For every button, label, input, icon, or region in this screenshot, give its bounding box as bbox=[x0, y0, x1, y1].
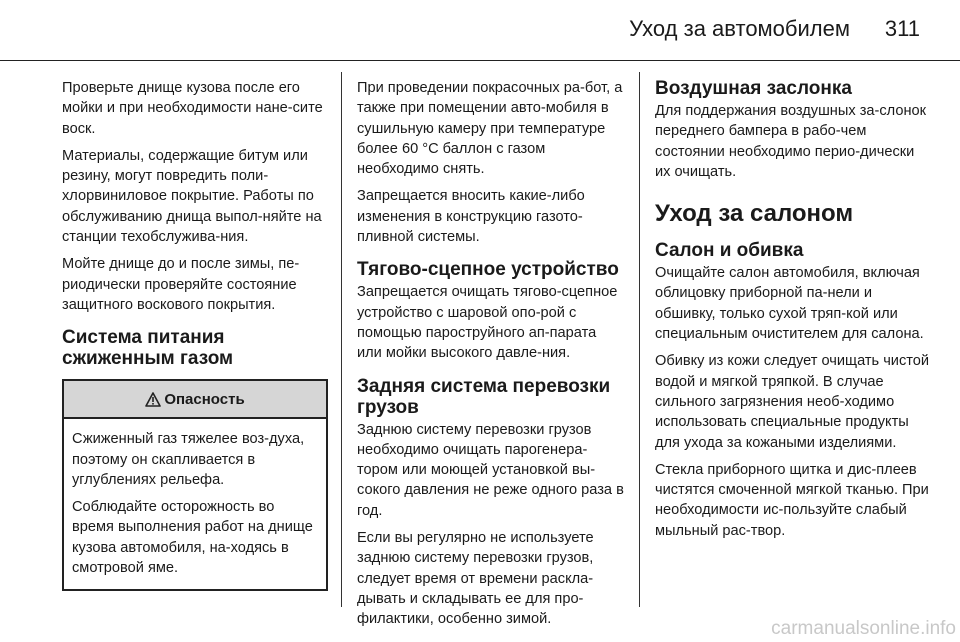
paragraph: Заднюю систему перевозки грузов необходимо очищать парогенера-тором или моющей установкой вы-сокого давления не реже одного раза в год. bbox=[357, 421, 624, 519]
column-divider bbox=[341, 72, 342, 607]
section-heading: Система питания сжиженным газом bbox=[62, 327, 234, 370]
column-1 bbox=[62, 78, 326, 591]
chapter-heading: Уход за салоном bbox=[655, 200, 854, 228]
paragraph: Стекла приборного щитка и дис-плеев чистятся смоченной мягкой тканью. При необходимости ис-пользуйте слабый мыльный рас-твор. bbox=[655, 461, 929, 539]
paragraph: Обивку из кожи следует очищать чистой водой и мягкой тряпкой. В случае сильного загрязнения необ-ходимо использовать специальные продукты для ухода за кожаными изделиями. bbox=[655, 353, 930, 451]
running-header-title: Уход за автомобилем bbox=[629, 16, 850, 41]
paragraph: Для поддержания воздушных за-слонок переднего бампера в рабо-чем состоянии необходимо перио-дически их очищать. bbox=[655, 103, 927, 180]
paragraph: Соблюдайте осторожность во время выполнения работ на днище кузова автомобиля, на-ходясь в смотровой яме. bbox=[72, 499, 313, 577]
section-heading: Тягово-сцепное устройство bbox=[357, 259, 619, 281]
warning-triangle-icon bbox=[145, 392, 161, 407]
paragraph: Запрещается вносить какие-либо изменения в конструкцию газото-пливной системы. bbox=[357, 188, 585, 246]
danger-box-body bbox=[64, 419, 326, 589]
paragraph: Запрещается очищать тягово-сцепное устройство с шаровой опо-рой с помощью пароструйного ап-парата или мойки высокого давле-ния. bbox=[357, 284, 618, 362]
column-3 bbox=[655, 78, 931, 548]
column-divider bbox=[639, 72, 640, 607]
section-heading: Салон и обивка bbox=[655, 240, 804, 262]
paragraph: Очищайте салон автомобиля, включая облицовку приборной па-нели и обшивку, только сухой тряп-кой или специальным очистителем для салона. bbox=[655, 265, 924, 343]
section-heading: Воздушная заслонка bbox=[655, 78, 852, 99]
paragraph: Проверьте днище кузова после его мойки и при необходимости нане-сите воск. bbox=[62, 80, 323, 137]
paragraph: Мойте днище до и после зимы, пе-риодически проверяйте состояние защитного воскового покрытия. bbox=[62, 256, 300, 313]
paragraph: При проведении покрасочных ра-бот, а также при помещении авто-мобиля в сушильную камеру при температуре более 60 °C баллон с газом необходимо снять. bbox=[357, 80, 623, 178]
danger-box bbox=[62, 379, 328, 591]
danger-box-header bbox=[64, 381, 326, 419]
page-header bbox=[0, 0, 960, 61]
paragraph: Материалы, содержащие битум или резину, могут повредить поли-хлорвиниловое покрытие. Работы по обслуживанию днища выпол-няйте на станции техобслужива-ния. bbox=[62, 147, 322, 246]
paragraph: Сжиженный газ тяжелее воз-духа, поэтому он скапливается в углублениях рельефа. bbox=[72, 431, 305, 488]
danger-box-title: Опасность bbox=[164, 390, 245, 408]
paragraph: Если вы регулярно не используете заднюю систему перевозки грузов, следует время от времени раскла-дывать и складывать ее для про-филактики, особенно зимой. bbox=[357, 530, 594, 628]
watermark: carmanualsonline.info bbox=[771, 618, 956, 639]
column-2 bbox=[357, 78, 625, 637]
section-heading: Задняя система перевозки грузов bbox=[357, 375, 611, 418]
page-number: 311 bbox=[884, 16, 920, 41]
